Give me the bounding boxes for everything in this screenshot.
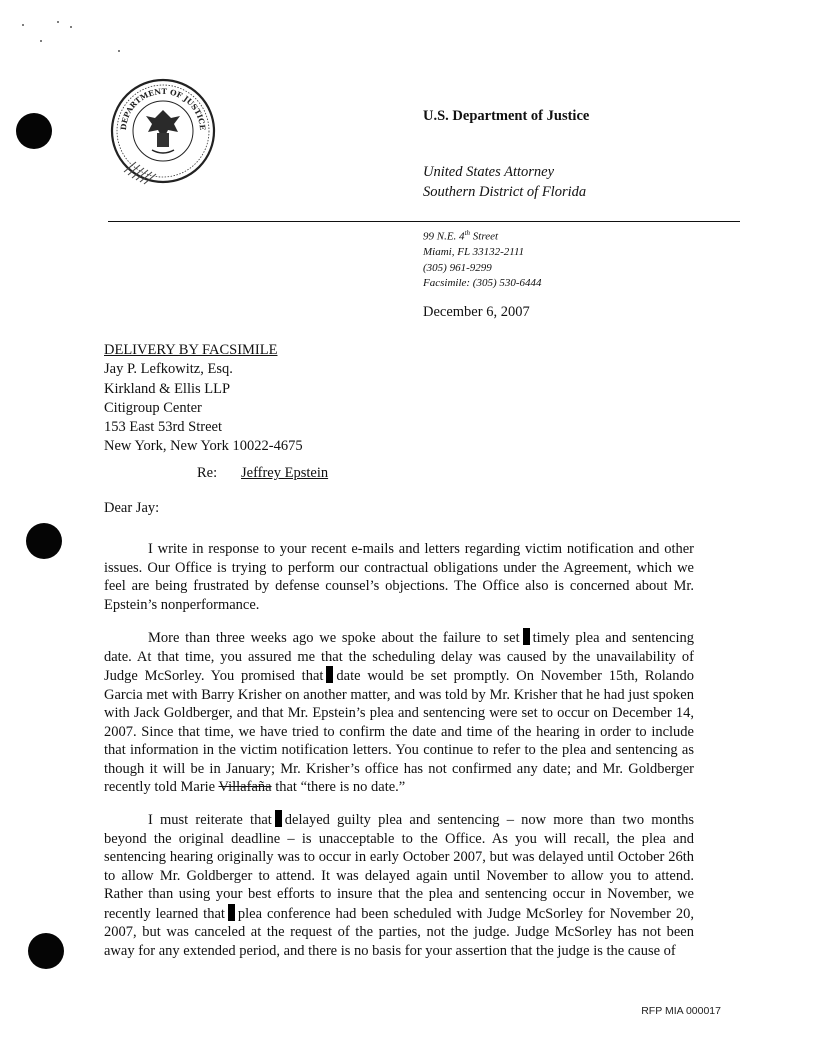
redaction-mark: [275, 810, 282, 827]
scan-speck: [118, 50, 120, 52]
recipient-street: 153 East 53rd Street: [104, 419, 222, 436]
sender-city: Miami, FL 33132-2111: [423, 246, 525, 259]
delivery-method: DELIVERY BY FACSIMILE: [104, 342, 278, 358]
bates-stamp: RFP MIA 000017: [641, 1005, 721, 1017]
recipient-building: Citigroup Center: [104, 399, 202, 416]
struck-name: Villafaña: [218, 779, 272, 795]
punch-hole-bottom: [28, 933, 64, 969]
recipient-city: New York, New York 10022-4675: [104, 438, 303, 455]
office-title: United States Attorney: [423, 164, 555, 180]
body-paragraph-1: I write in response to your recent e-mails and letters regarding victim notification and other issues. Our Office is trying to perform our contractual obligations under the Agreement, which we feel are being frustrated by defense counsel’s objections. The Office also is concerned about Mr. Epstein’s nonperformance.: [104, 541, 694, 613]
punch-hole-top: [16, 113, 52, 149]
re-line: [197, 465, 328, 482]
sender-address: [423, 226, 542, 292]
body-paragraph-3: I must reiterate that delayed guilty plea and sentencing – now more than two months beyond the original deadline – is unacceptable to the Office. As you will recall, the plea and sentencing hearing originally was to occur in early October 2007, but was delayed until October 26th to allow Mr. Goldberger to attend. It was delayed again until November to allow you to attend. Rather than using your best efforts to insure that the plea and sentencing occur in November, we recently learned that plea conference had been scheduled with Judge McSorley for November 20, 2007, but was canceled at the request of the parties, not the judge. Judge McSorley has not been away for any extended period, and there is no basis for your assertion that the judge is the cause of: [104, 812, 694, 959]
redaction-mark: [523, 628, 530, 645]
scan-speck: [57, 21, 59, 23]
recipient-firm: Kirkland & Ellis LLP: [104, 380, 231, 397]
scan-speck: [40, 40, 42, 42]
doj-seal-icon: [108, 76, 218, 186]
scan-speck: [70, 26, 72, 28]
re-subject: Jeffrey Epstein: [241, 465, 329, 481]
salutation: Dear Jay:: [104, 500, 160, 516]
letter-date: December 6, 2007: [423, 304, 530, 320]
re-label: Re:: [197, 465, 218, 481]
office-district: Southern District of Florida: [423, 184, 587, 200]
redaction-mark: [228, 904, 235, 921]
letterhead-rule: [108, 221, 740, 222]
svg-text:DEPARTMENT OF JUSTICE: DEPARTMENT OF JUSTICE: [118, 86, 208, 131]
office-name: [423, 162, 586, 202]
sender-street: 99 N.E. 4th Street: [423, 229, 499, 243]
body-paragraph-2: More than three weeks ago we spoke about the failure to set timely plea and sentencing date. At that time, you assured me that the scheduling delay was caused by the unavailability of Judge McSorley. You promised that date would be set promptly. On November 15th, Rolando Garcia met with Barry Krisher on another matter, and was told by Mr. Krisher that he had just spoken with Jack Goldberger, and that Mr. Epstein’s plea and sentencing were set to occur on December 14, 2007. Since that time, we have tried to confirm the date and time of the hearing in order to include that information in the victim notification letters. You continue to refer to the plea and sentencing as though it will be in January; Mr. Krisher’s office has not confirmed any date; and Mr. Goldberger recently told Marie Villafaña that “there is no date.”: [104, 630, 694, 795]
sender-phone: (305) 961-9299: [423, 261, 492, 274]
scan-speck: [22, 24, 24, 26]
punch-hole-middle: [26, 523, 62, 559]
recipient-name: Jay P. Lefkowitz, Esq.: [104, 361, 233, 378]
redaction-mark: [326, 666, 333, 683]
agency-name: U.S. Department of Justice: [423, 108, 590, 124]
sender-fax: Facsimile: (305) 530-6444: [423, 277, 542, 290]
recipient-block: [104, 341, 303, 457]
